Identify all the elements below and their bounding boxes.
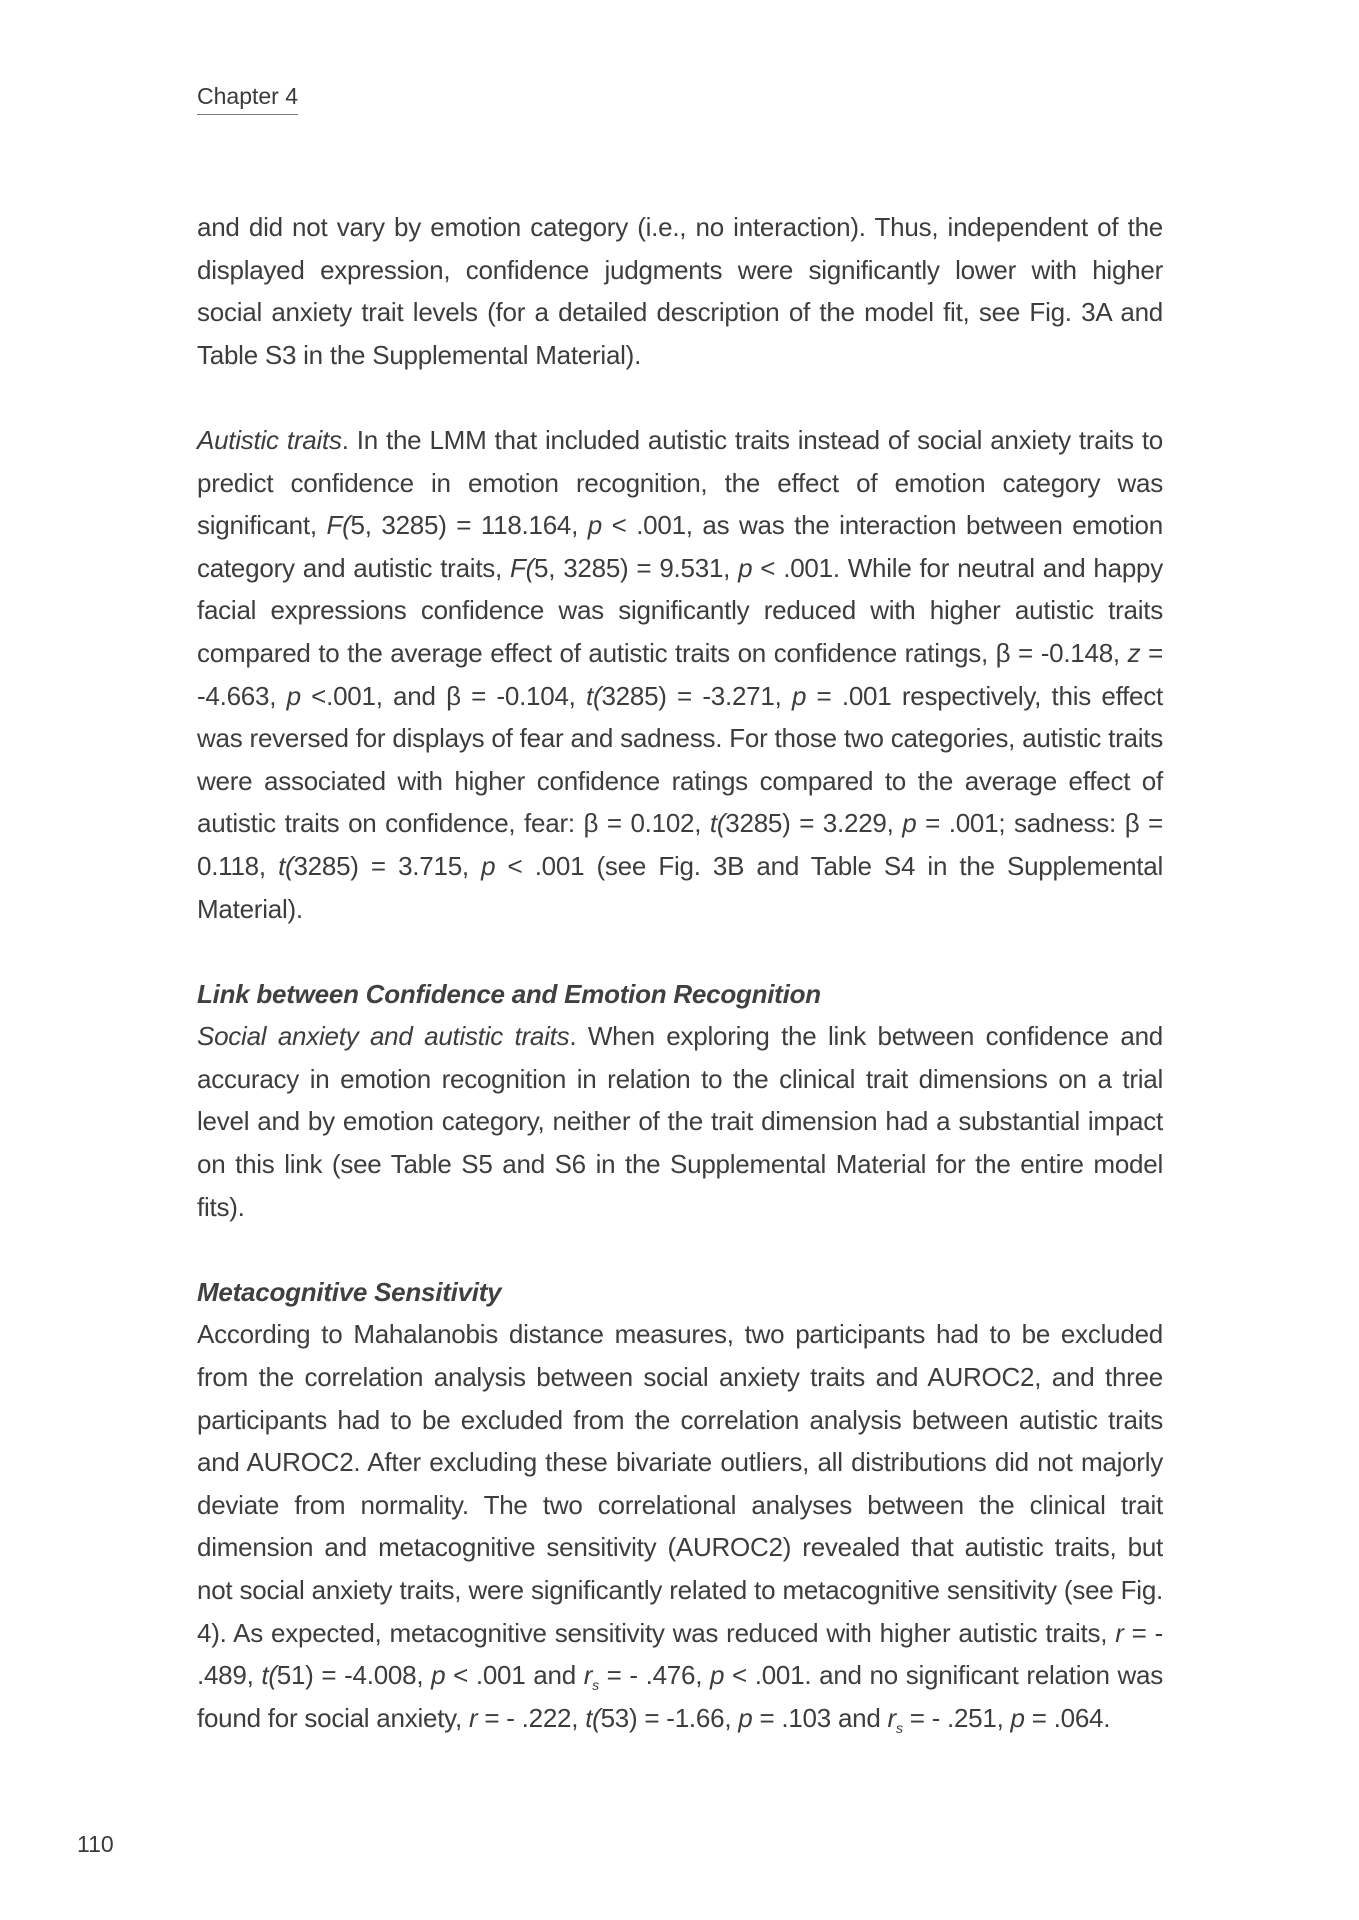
text-run: = - .476,: [598, 1660, 710, 1691]
text-run: = -4.663,: [197, 637, 1163, 711]
stat-symbol: p: [286, 680, 301, 711]
stat-symbol: t(: [709, 808, 726, 839]
stat-subscript-letter: s: [592, 1677, 599, 1694]
stat-symbol: F(: [510, 552, 535, 583]
stat-symbol: r: [887, 1702, 896, 1733]
stat-symbol: p: [902, 808, 917, 839]
text-run: <.001, and β = -0.104,: [300, 680, 587, 711]
paragraph-spacer: [197, 930, 1163, 973]
stat-symbol: p: [1010, 1702, 1025, 1733]
stat-symbol: p: [481, 850, 496, 881]
text-run: = .001 respectively, this effect was reversed for displays of fear and sadness. For those two categories, autistic traits were associated with higher confidence ratings compared to the average effect of autistic traits on confidence, fear: β = 0.102,: [197, 680, 1163, 839]
paragraph-autistic-traits: [197, 419, 1163, 930]
text-run: = .001; sadness: β = 0.118,: [197, 808, 1163, 881]
section-heading-metacognitive-sensitivity: Metacognitive Sensitivity: [197, 1276, 502, 1307]
stat-symbol: p: [738, 1702, 753, 1733]
text-run: = .064.: [1024, 1702, 1111, 1733]
text-run: 53) = -1.66,: [600, 1702, 739, 1733]
stat-symbol: t(: [278, 850, 294, 881]
page-number: 110: [77, 1831, 114, 1857]
paragraph-spacer: [197, 1228, 1163, 1271]
stat-symbol: r: [583, 1660, 593, 1691]
text-run: = - .251,: [902, 1702, 1011, 1733]
text-run: = .103 and: [752, 1702, 888, 1733]
stat-symbol: p: [431, 1660, 446, 1691]
stat-symbol: z: [1127, 637, 1141, 668]
stat-subscript: [592, 1677, 599, 1693]
text-run: . When exploring the link between confidence and accuracy in emotion recognition in relation to the clinical trait dimensions on a trial level and by emotion category, neither of the trait dimension had a substantial impact on this link (see Table S5 and S6 in the Supplemental Material for the entire model fits).: [197, 1021, 1163, 1222]
run-in-heading: Autistic traits: [197, 424, 342, 455]
stat-subscript-letter: s: [895, 1719, 903, 1736]
paragraph-confidence-link: [197, 1015, 1163, 1228]
stat-symbol: p: [709, 1660, 725, 1691]
text-run: < .001. and no significant relation was found for social anxiety,: [197, 1660, 1163, 1733]
body-text: [197, 206, 1163, 1739]
stat-symbol: p: [791, 680, 807, 711]
paragraph-social-anxiety-conclusion: and did not vary by emotion category (i.e., no interaction). Thus, independent of the displayed expression, confidence judgments were significantly lower with higher social anxiety trait levels (for a detailed description of the model fit, see Fig. 3A and Table S3 in the Supplemental Material).: [197, 212, 1163, 370]
text-run: 3285) = 3.715,: [293, 850, 482, 881]
text-run: 3285) = 3.229,: [725, 808, 903, 839]
paragraph-spacer: [197, 376, 1163, 419]
text-run: < .001, as was the interaction between emotion category and autistic traits,: [197, 510, 1163, 583]
stat-symbol: r: [1115, 1617, 1124, 1648]
stat-symbol: r: [468, 1702, 478, 1733]
run-in-heading: Social anxiety and autistic traits: [197, 1021, 570, 1052]
section-heading-confidence-link: Link between Confidence and Emotion Recognition: [197, 978, 821, 1009]
stat-symbol: p: [738, 552, 753, 583]
text-run: = - .222,: [477, 1702, 586, 1733]
stat-subscript: [896, 1720, 903, 1736]
text-run: = - .489,: [197, 1617, 1163, 1691]
text-run: 5, 3285) = 118.164,: [350, 510, 588, 541]
running-head-chapter: Chapter 4: [197, 82, 298, 115]
text-run: 3285) = -3.271,: [601, 680, 792, 711]
stat-symbol: p: [587, 510, 602, 541]
stat-symbol: t(: [261, 1660, 277, 1691]
text-run: 51) = -4.008,: [276, 1660, 432, 1691]
text-run: < .001 (see Fig. 3B and Table S4 in the Supplemental Material).: [197, 850, 1163, 924]
text-run: < .001. While for neutral and happy facial expressions confidence was significantly reduced with higher autistic traits compared to the average effect of autistic traits on confidence ratings, β = -0.148,: [197, 552, 1163, 668]
stat-symbol: t(: [586, 680, 602, 711]
paragraph-metacognitive-sensitivity: [197, 1313, 1163, 1739]
text-run: According to Mahalanobis distance measures, two participants had to be excluded from the correlation analysis between social anxiety traits and AUROC2, and three participants had to be excluded from the correlation analysis between autistic traits and AUROC2. After excluding these bivariate outliers, all distributions did not majorly deviate from normality. The two correlational analyses between the clinical trait dimension and metacognitive sensitivity (AUROC2) revealed that autistic traits, but not social anxiety traits, were significantly related to metacognitive sensitivity (see Fig. 4). As expected, metacognitive sensitivity was reduced with higher autistic traits,: [197, 1319, 1163, 1648]
text-run: . In the LMM that included autistic traits instead of social anxiety traits to predict confidence in emotion recognition, the effect of emotion category was significant,: [197, 424, 1163, 541]
text-run: < .001 and: [445, 1660, 584, 1691]
text-run: 5, 3285) = 9.531,: [534, 552, 739, 583]
stat-symbol: t(: [585, 1702, 601, 1733]
stat-symbol: F(: [326, 510, 351, 541]
